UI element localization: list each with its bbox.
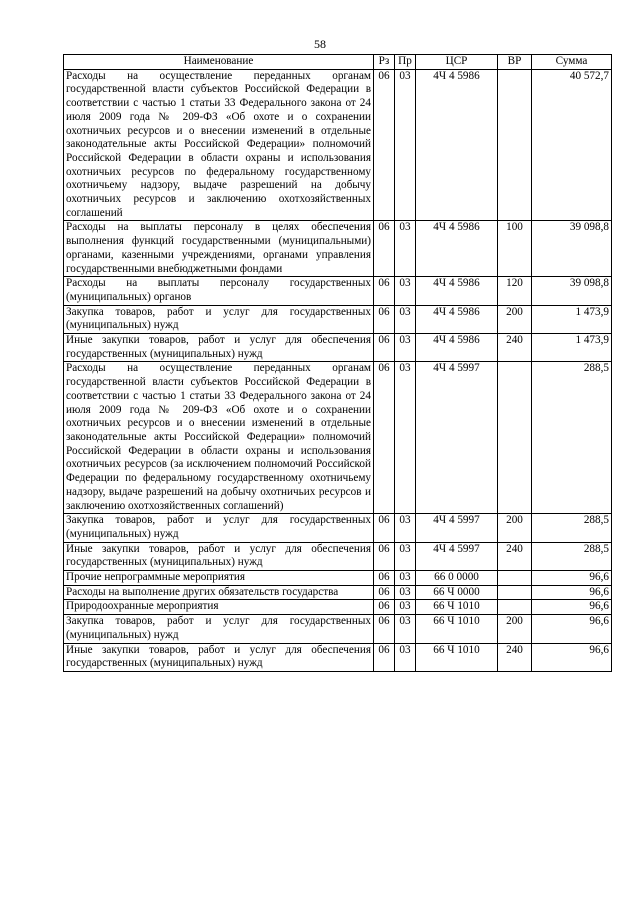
cell-csr: 66 Ч 1010: [416, 643, 498, 671]
cell-csr: 4Ч 4 5997: [416, 514, 498, 542]
cell-sum: 288,5: [532, 362, 612, 514]
table-row: [64, 542, 612, 570]
header-csr: ЦСР: [416, 55, 498, 70]
cell-vr: [498, 585, 532, 600]
cell-vr: [498, 362, 532, 514]
cell-sum: 96,6: [532, 643, 612, 671]
cell-name: Закупка товаров, работ и услуг для государственных (муниципальных) нужд: [64, 514, 374, 542]
cell-name: Расходы на выплаты персоналу в целях обеспечения выполнения функций государственными (муниципальными) органами, казенными учреждениями, органами управления государственными внебюджетными фондами: [64, 221, 374, 277]
cell-name: Закупка товаров, работ и услуг для государственных (муниципальных) нужд: [64, 615, 374, 643]
cell-rz: 06: [374, 221, 395, 277]
cell-rz: 06: [374, 571, 395, 586]
cell-vr: [498, 69, 532, 221]
table-row: [64, 643, 612, 671]
table-row: [64, 69, 612, 221]
cell-sum: 96,6: [532, 600, 612, 615]
table-row: [64, 514, 612, 542]
cell-pr: 03: [395, 277, 416, 305]
cell-pr: 03: [395, 305, 416, 333]
cell-csr: 4Ч 4 5986: [416, 305, 498, 333]
cell-vr: 200: [498, 615, 532, 643]
cell-rz: 06: [374, 305, 395, 333]
cell-pr: 03: [395, 514, 416, 542]
cell-pr: 03: [395, 221, 416, 277]
cell-csr: 4Ч 4 5986: [416, 277, 498, 305]
cell-name: Расходы на выплаты персоналу государственных (муниципальных) органов: [64, 277, 374, 305]
cell-vr: 200: [498, 305, 532, 333]
cell-rz: 06: [374, 277, 395, 305]
cell-name: Иные закупки товаров, работ и услуг для обеспечения государственных (муниципальных) нужд: [64, 542, 374, 570]
cell-name: Расходы на осуществление переданных органам государственной власти субъектов Российской Федерации в соответствии с частью 1 статьи 33 Федерального закона от 24 июля 2009 года № 209-ФЗ «Об охоте и о сохранении охотничьих ресурсов и о внесении изменений в отдельные законодательные акты Российской Федерации» полномочий Российской Федерации в области охраны и использования охотничьих ресурсов (за исключением полномочий Российской Федерации по федеральному государственному охотничьему надзору, выдаче разрешений на добычу охотничьих ресурсов и заключению охотхозяйственных соглашений): [64, 362, 374, 514]
header-pr: Пр: [395, 55, 416, 70]
cell-csr: 4Ч 4 5997: [416, 542, 498, 570]
table-row: [64, 221, 612, 277]
cell-pr: 03: [395, 643, 416, 671]
cell-csr: 4Ч 4 5986: [416, 334, 498, 362]
cell-vr: [498, 571, 532, 586]
cell-sum: 96,6: [532, 585, 612, 600]
cell-rz: 06: [374, 362, 395, 514]
cell-sum: 96,6: [532, 615, 612, 643]
table-row: [64, 305, 612, 333]
table-row: [64, 362, 612, 514]
cell-rz: 06: [374, 585, 395, 600]
cell-csr: 4Ч 4 5986: [416, 69, 498, 221]
cell-rz: 06: [374, 69, 395, 221]
cell-pr: 03: [395, 362, 416, 514]
cell-sum: 40 572,7: [532, 69, 612, 221]
table-row: [64, 277, 612, 305]
table-header-row: [64, 55, 612, 70]
cell-sum: 288,5: [532, 514, 612, 542]
cell-vr: 240: [498, 542, 532, 570]
cell-vr: [498, 600, 532, 615]
cell-vr: 240: [498, 334, 532, 362]
cell-csr: 4Ч 4 5997: [416, 362, 498, 514]
cell-sum: 1 473,9: [532, 305, 612, 333]
table-row: [64, 615, 612, 643]
header-vr: ВР: [498, 55, 532, 70]
cell-name: Расходы на осуществление переданных органам государственной власти субъектов Российской Федерации в соответствии с частью 1 статьи 33 Федерального закона от 24 июля 2009 года № 209-ФЗ «Об охоте и о сохранении охотничьих ресурсов и о внесении изменений в отдельные законодательные акты Российской Федерации» полномочий Российской Федерации в области охраны и использования охотничьих ресурсов по федеральному государственному охотничьему надзору, выдаче разрешений на добычу охотничьих ресурсов и заключению охотхозяйственных соглашений: [64, 69, 374, 221]
cell-pr: 03: [395, 615, 416, 643]
cell-pr: 03: [395, 571, 416, 586]
cell-rz: 06: [374, 514, 395, 542]
header-rz: Рз: [374, 55, 395, 70]
cell-vr: 200: [498, 514, 532, 542]
header-name: Наименование: [64, 55, 374, 70]
cell-name: Расходы на выполнение других обязательств государства: [64, 585, 374, 600]
cell-vr: 240: [498, 643, 532, 671]
cell-csr: 4Ч 4 5986: [416, 221, 498, 277]
cell-pr: 03: [395, 600, 416, 615]
cell-vr: 120: [498, 277, 532, 305]
table-row: [64, 585, 612, 600]
cell-name: Иные закупки товаров, работ и услуг для обеспечения государственных (муниципальных) нужд: [64, 643, 374, 671]
table-row: [64, 571, 612, 586]
cell-rz: 06: [374, 600, 395, 615]
cell-csr: 66 Ч 0000: [416, 585, 498, 600]
budget-table: [63, 54, 612, 672]
cell-pr: 03: [395, 585, 416, 600]
page-number: 58: [314, 37, 326, 51]
cell-pr: 03: [395, 334, 416, 362]
cell-sum: 96,6: [532, 571, 612, 586]
cell-sum: 39 098,8: [532, 277, 612, 305]
header-sum: Сумма: [532, 55, 612, 70]
cell-csr: 66 0 0000: [416, 571, 498, 586]
cell-pr: 03: [395, 542, 416, 570]
cell-name: Закупка товаров, работ и услуг для государственных (муниципальных) нужд: [64, 305, 374, 333]
cell-sum: 288,5: [532, 542, 612, 570]
cell-rz: 06: [374, 334, 395, 362]
cell-csr: 66 Ч 1010: [416, 600, 498, 615]
cell-vr: 100: [498, 221, 532, 277]
table-body: [64, 69, 612, 671]
table-row: [64, 600, 612, 615]
cell-rz: 06: [374, 615, 395, 643]
cell-pr: 03: [395, 69, 416, 221]
cell-rz: 06: [374, 542, 395, 570]
table-row: [64, 334, 612, 362]
cell-rz: 06: [374, 643, 395, 671]
cell-name: Иные закупки товаров, работ и услуг для обеспечения государственных (муниципальных) нужд: [64, 334, 374, 362]
cell-csr: 66 Ч 1010: [416, 615, 498, 643]
cell-name: Прочие непрограммные мероприятия: [64, 571, 374, 586]
cell-sum: 39 098,8: [532, 221, 612, 277]
cell-name: Природоохранные мероприятия: [64, 600, 374, 615]
cell-sum: 1 473,9: [532, 334, 612, 362]
